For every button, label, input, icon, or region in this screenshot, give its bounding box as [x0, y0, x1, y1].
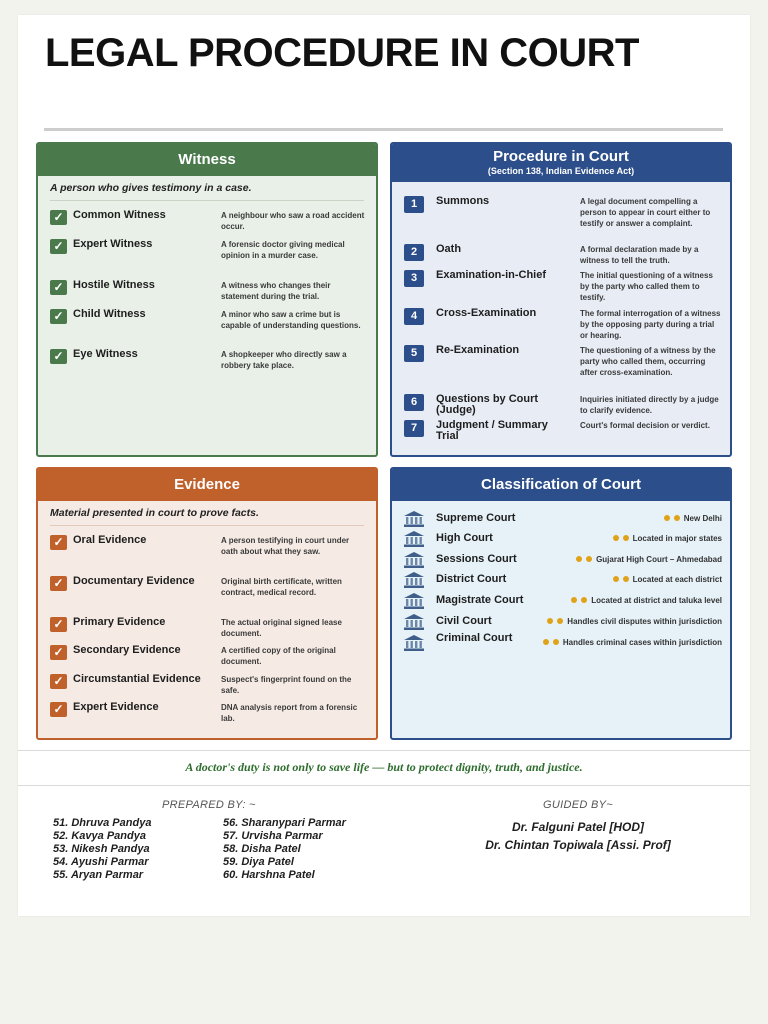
poster-sheet [18, 15, 750, 916]
court-name: Magistrate Court [436, 594, 524, 606]
student-name: 54. Ayushi Parmar [53, 856, 149, 868]
student-name: 57. Urvisha Parmar [223, 830, 323, 842]
court-location [613, 534, 722, 543]
court-location [664, 514, 722, 523]
court-name: Criminal Court [436, 632, 513, 644]
court-location [547, 617, 722, 626]
check-icon: ✓ [50, 239, 67, 254]
prepared-names-column-1 [53, 817, 151, 882]
court-row [404, 572, 722, 588]
evidence-item-example: A person testifying in court under oath about what they saw. [221, 536, 350, 556]
court-location-text: Located at each district [632, 575, 722, 584]
bullet-dot [553, 639, 559, 645]
check-icon: ✓ [50, 617, 67, 632]
court-name: High Court [436, 532, 493, 544]
divider [50, 525, 364, 526]
evidence-item-label: Expert Evidence [73, 701, 159, 713]
court-location-text: Handles criminal cases within jurisdiction [562, 638, 722, 647]
witness-item-example: A minor who saw a crime but is capable of understanding questions. [221, 310, 361, 330]
court-row [404, 552, 722, 568]
evidence-item-label: Circumstantial Evidence [73, 673, 201, 685]
witness-item-label: Hostile Witness [73, 279, 155, 291]
bullet-dot [547, 618, 553, 624]
court-row [404, 632, 722, 651]
witness-item-label: Expert Witness [73, 238, 153, 250]
courthouse-icon [404, 531, 424, 547]
evidence-description: Material presented in court to prove facts. [50, 507, 259, 519]
evidence-item-label: Primary Evidence [73, 616, 166, 628]
student-name: 55. Aryan Parmar [53, 869, 144, 881]
witness-item-label: Eye Witness [73, 348, 138, 360]
step-label: Examination-in-Chief [436, 269, 547, 281]
witness-heading: Witness [38, 144, 376, 176]
witness-item-label: Common Witness [73, 209, 166, 221]
court-location-text: New Delhi [683, 514, 722, 523]
step-number: 4 [404, 308, 424, 325]
student-name: 60. Harshna Patel [223, 869, 315, 881]
evidence-panel [36, 467, 378, 740]
student-name: 58. Disha Patel [223, 843, 301, 855]
guide-name: Dr. Falguni Patel [HOD] [511, 820, 644, 834]
prepared-by-heading: PREPARED BY: ~ [162, 799, 256, 811]
courthouse-icon [404, 511, 424, 527]
check-icon: ✓ [50, 280, 67, 295]
step-description: Court's formal decision or verdict. [580, 421, 710, 430]
check-icon: ✓ [50, 674, 67, 689]
court-location [576, 555, 722, 564]
step-number: 2 [404, 244, 424, 261]
step-description: The initial questioning of a witness by the party who called them to testify. [580, 271, 713, 302]
witness-item-example: A forensic doctor giving medical opinion in a murder case. [221, 240, 345, 260]
evidence-item-label: Oral Evidence [73, 534, 147, 546]
step-label: Questions by Court (Judge) [436, 393, 539, 416]
check-icon: ✓ [50, 645, 67, 660]
check-icon: ✓ [50, 210, 67, 225]
evidence-item-example: Suspect's fingerprint found on the safe. [221, 675, 352, 695]
check-icon: ✓ [50, 349, 67, 364]
check-icon: ✓ [50, 576, 67, 591]
evidence-item-example: DNA analysis report from a forensic lab. [221, 703, 358, 723]
bullet-dot [623, 576, 629, 582]
bullet-dot [576, 556, 582, 562]
courthouse-icon [404, 593, 424, 609]
step-description: Inquiries initiated directly by a judge to clarify evidence. [580, 395, 719, 415]
court-location-text: Handles civil disputes within jurisdiction [567, 617, 722, 626]
witness-item-example: A shopkeeper who directly saw a robbery take place. [221, 350, 347, 370]
check-icon: ✓ [50, 309, 67, 324]
check-icon: ✓ [50, 702, 67, 717]
bullet-dot [586, 556, 592, 562]
evidence-item-label: Secondary Evidence [73, 644, 181, 656]
step-label: Cross-Examination [436, 307, 537, 319]
bullet-dot [543, 639, 549, 645]
step-number: 6 [404, 394, 424, 411]
step-number: 1 [404, 196, 424, 213]
step-number: 3 [404, 270, 424, 287]
witness-item-example: A neighbour who saw a road accident occur. [221, 211, 365, 231]
court-row [404, 614, 722, 630]
step-number: 5 [404, 345, 424, 362]
witness-item-label: Child Witness [73, 308, 146, 320]
procedure-heading-bar [392, 144, 730, 182]
procedure-panel [390, 142, 732, 457]
student-name: 51. Dhruva Pandya [53, 817, 152, 829]
witness-panel [36, 142, 378, 457]
student-name: 56. Sharanypari Parmar [223, 817, 346, 829]
step-description: A legal document compelling a person to appear in court either to testify or answer a complaint. [580, 197, 711, 228]
bullet-dot [613, 576, 619, 582]
court-name: District Court [436, 573, 507, 585]
court-row [404, 531, 722, 547]
procedure-heading: Procedure in Court [493, 148, 629, 165]
witness-item-example: A witness who changes their statement during the trial. [221, 281, 331, 301]
bullet-dot [623, 535, 629, 541]
bullet-dot [557, 618, 563, 624]
procedure-subheading: (Section 138, Indian Evidence Act) [487, 166, 635, 176]
step-description: The formal interrogation of a witness by the opposing party during a trial or hearing. [580, 309, 721, 340]
step-label: Summons [436, 195, 490, 207]
footer-quote: A doctor's duty is not only to save life — but to protect dignity, truth, and justice. [185, 760, 583, 774]
divider [18, 750, 750, 751]
check-icon: ✓ [50, 535, 67, 550]
step-label: Judgment / Summary Trial [436, 419, 548, 442]
court-name: Supreme Court [436, 512, 516, 524]
step-label: Oath [436, 243, 462, 255]
court-location [543, 638, 722, 647]
courthouse-icon [404, 572, 424, 588]
guided-by-heading: GUIDED BY~ [543, 799, 613, 811]
court-location-text: Located at district and taluka level [591, 596, 722, 605]
bullet-dot [581, 597, 587, 603]
court-name: Sessions Court [436, 553, 517, 565]
evidence-item-example: A certified copy of the original document. [221, 646, 336, 666]
courthouse-icon [404, 635, 424, 651]
classification-heading: Classification of Court [392, 469, 730, 501]
court-location [613, 575, 722, 584]
student-name: 52. Kavya Pandya [53, 830, 146, 842]
evidence-item-example: Original birth certificate, written contract, medical record. [221, 577, 342, 597]
courthouse-icon [404, 552, 424, 568]
evidence-item-example: The actual original signed lease document. [221, 618, 342, 638]
divider [18, 785, 750, 786]
page-title: LEGAL PROCEDURE IN COURT [45, 31, 639, 75]
divider [50, 200, 364, 201]
classification-panel [390, 467, 732, 740]
court-location-text: Located in major states [632, 534, 722, 543]
court-row [404, 511, 722, 527]
prepared-names-column-2 [223, 817, 346, 882]
step-number: 7 [404, 420, 424, 437]
step-label: Re-Examination [436, 344, 520, 356]
bullet-dot [571, 597, 577, 603]
guide-name: Dr. Chintan Topiwala [Assi. Prof] [485, 838, 671, 852]
witness-description: A person who gives testimony in a case. [50, 182, 252, 194]
court-location [571, 596, 722, 605]
court-location-text: Gujarat High Court – Ahmedabad [596, 555, 722, 564]
courthouse-icon [404, 614, 424, 630]
evidence-item-label: Documentary Evidence [73, 575, 195, 587]
title-divider [44, 128, 723, 131]
court-name: Civil Court [436, 615, 492, 627]
bullet-dot [664, 515, 670, 521]
student-name: 59. Diya Patel [223, 856, 294, 868]
court-row [404, 593, 722, 609]
step-description: The questioning of a witness by the party who called them, occurring after cross-examination. [580, 346, 716, 377]
step-description: A formal declaration made by a witness to tell the truth. [580, 245, 699, 265]
bullet-dot [674, 515, 680, 521]
student-name: 53. Nikesh Pandya [53, 843, 150, 855]
evidence-heading: Evidence [38, 469, 376, 501]
bullet-dot [613, 535, 619, 541]
